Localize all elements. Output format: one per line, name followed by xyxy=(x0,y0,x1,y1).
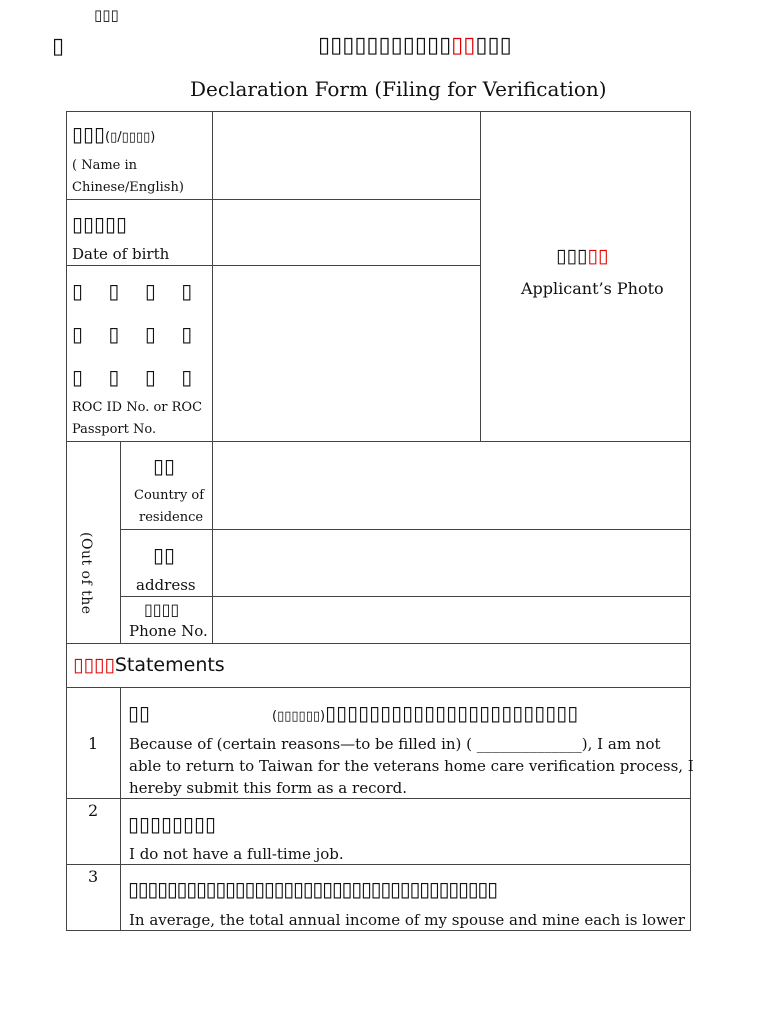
phone-input-cell[interactable] xyxy=(214,598,689,642)
name-label-cn-sub: (▯/▯▯▯▯) xyxy=(105,130,156,145)
name-label-en-2: Chinese/English) xyxy=(72,180,184,195)
statement-1-number: 1 xyxy=(88,734,99,753)
statement-1-en-line1: Because of (certain reasons—to be filled in) ( ______________), I am not xyxy=(129,735,661,753)
title-chinese-highlight: ▯▯ xyxy=(451,33,476,58)
statement-3-number: 3 xyxy=(88,867,99,886)
phone-label-en: Phone No. xyxy=(129,622,208,640)
statement-1-en-line2: able to return to Taiwan for the veterans home care verification process, I xyxy=(129,757,694,775)
statement-1-en-line3: hereby submit this form as a record. xyxy=(129,779,408,797)
statement-2-number: 2 xyxy=(88,801,99,820)
id-label-en-1: ROC ID No. or ROC xyxy=(72,400,203,415)
dob-label-en: Date of birth xyxy=(72,245,170,263)
statements-heading-cn: ▯▯▯▯ xyxy=(73,654,115,676)
title-english: Declaration Form (Filing for Verification) xyxy=(190,77,607,101)
statements-heading xyxy=(73,654,225,676)
photo-label-cn xyxy=(556,245,608,267)
header-mark: ▯ xyxy=(52,34,65,59)
statement-1-cn-part2: ▯▯▯▯▯▯▯▯▯▯▯▯▯▯▯▯▯▯▯▯▯▯▯ xyxy=(325,701,579,725)
photo-label-cn-highlight: ▯▯ xyxy=(587,245,609,267)
country-label-en-1: Country of xyxy=(134,488,205,503)
country-label-cn: ▯▯ xyxy=(153,454,176,478)
country-label-en-2: residence xyxy=(139,510,204,525)
id-input-cell[interactable] xyxy=(214,267,479,440)
photo-label-cn-main: ▯▯▯ xyxy=(556,245,588,267)
name-label-cn xyxy=(72,122,155,146)
overseas-side-label: (Out of the xyxy=(78,532,94,615)
phone-label-cn: ▯▯▯▯ xyxy=(144,600,180,619)
title-chinese-part1: ▯▯▯▯▯▯▯▯▯▯▯ xyxy=(318,33,452,58)
dob-label-cn: ▯▯▯▯▯ xyxy=(72,212,128,236)
address-input-cell[interactable] xyxy=(214,531,689,595)
title-chinese-part2: ▯▯▯ xyxy=(475,33,512,58)
statement-1-cn xyxy=(128,701,578,725)
id-label-cn-row1: ▯ ▯ ▯ ▯ xyxy=(72,279,193,303)
photo-label-en: Applicant’s Photo xyxy=(521,279,664,298)
address-label-en: address xyxy=(136,576,196,594)
dob-input-cell[interactable] xyxy=(214,201,479,264)
address-label-cn: ▯▯ xyxy=(153,543,176,567)
statement-1-cn-part1: ▯▯ xyxy=(128,701,151,725)
form-number: ▯▯▯ xyxy=(94,6,119,24)
statements-heading-en: Statements xyxy=(114,654,225,676)
statement-2-cn: ▯▯▯▯▯▯▯▯ xyxy=(128,812,217,836)
name-label-en-1: ( Name in xyxy=(72,158,138,173)
statement-3-cn: ▯▯▯▯▯▯▯▯▯▯▯▯▯▯▯▯▯▯▯▯▯▯▯▯▯▯▯▯▯▯▯▯▯▯▯▯▯▯ xyxy=(128,877,497,901)
title-chinese xyxy=(318,33,512,58)
name-label-cn-main: ▯▯▯ xyxy=(72,122,106,146)
statement-3-en: In average, the total annual income of my spouse and mine each is lower xyxy=(129,911,685,929)
statement-2-en: I do not have a full-time job. xyxy=(129,845,344,863)
statement-1-cn-small: (▯▯▯▯▯▯) xyxy=(272,709,326,724)
id-label-cn-row2: ▯ ▯ ▯ ▯ xyxy=(72,322,193,346)
id-label-cn-row3: ▯ ▯ ▯ ▯ xyxy=(72,365,193,389)
photo-box[interactable] xyxy=(482,113,689,440)
id-label-en-2: Passport No. xyxy=(72,422,157,437)
country-input-cell[interactable] xyxy=(214,443,689,528)
name-input-cell[interactable] xyxy=(214,113,479,198)
